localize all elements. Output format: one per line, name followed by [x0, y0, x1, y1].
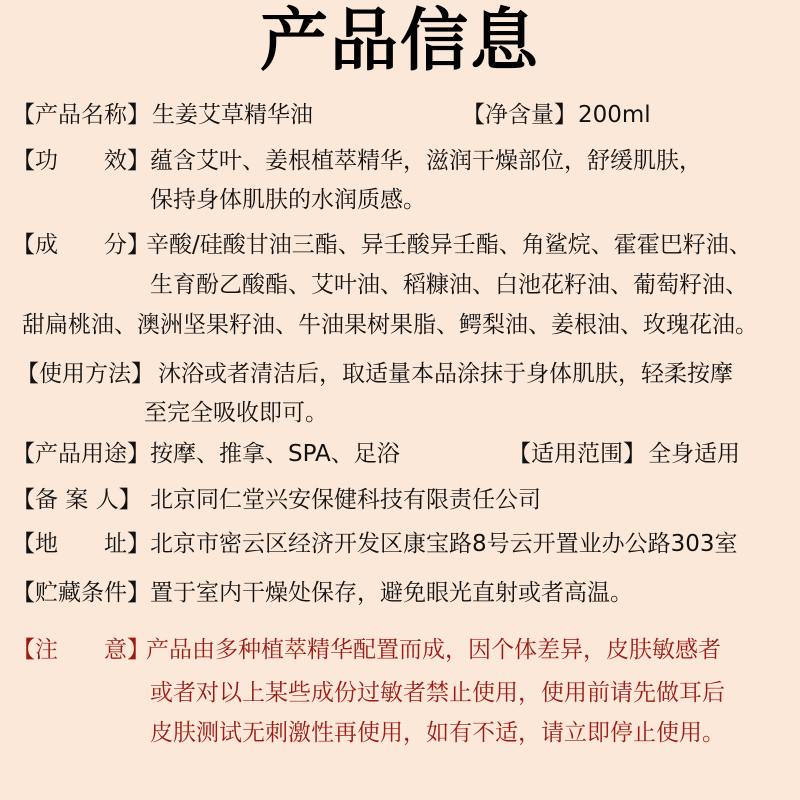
notice-label: 【注 意】 — [12, 637, 150, 663]
address-label: 【地 址】 — [12, 531, 150, 557]
product-name-label: 【产品名称】 — [12, 102, 150, 128]
notice-line: 皮肤测试无刺激性再使用，如有不适，请立即停止使用。 — [150, 720, 725, 746]
ingredients-line: 生育酚乙酸酯、艾叶油、稻糠油、白池花籽油、葡萄籽油、 — [150, 272, 748, 298]
notice-line: 或者对以上某些成份过敏者禁止使用，使用前请先做耳后 — [150, 680, 725, 706]
address-value: 北京市密云区经济开发区康宝路8号云开置业办公路303室 — [150, 531, 738, 557]
ingredients-line: 甜扁桃油、澳洲坚果籽油、牛油果树果脂、鳄梨油、姜根油、玫瑰花油。 — [22, 312, 758, 338]
purpose-label: 【产品用途】 — [12, 441, 150, 467]
filing-value: 北京同仁堂兴安保健科技有限责任公司 — [150, 487, 541, 513]
notice-line: 产品由多种植萃精华配置而成，因个体差异，皮肤敏感者 — [146, 637, 721, 663]
scope-value: 全身适用 — [648, 441, 740, 467]
storage-value: 置于室内干燥处保存，避免眼光直射或者高温。 — [150, 580, 633, 606]
page-title: 产品信息 — [259, 2, 540, 81]
ingredients-line: 辛酸/硅酸甘油三酯、异壬酸异壬酯、角鲨烷、霍霍巴籽油、 — [146, 232, 752, 258]
net-content-label: 【净含量】 — [462, 102, 577, 128]
efficacy-line: 蕴含艾叶、姜根植萃精华，滋润干燥部位，舒缓肌肤， — [150, 148, 702, 174]
purpose-value: 按摩、推拿、SPA、足浴 — [150, 441, 400, 467]
efficacy-label: 【功 效】 — [12, 148, 150, 174]
usage-label: 【使用方法】 — [16, 361, 154, 387]
usage-line: 至完全吸收即可。 — [144, 400, 328, 426]
storage-label: 【贮藏条件】 — [12, 580, 150, 606]
filing-label: 【备 案 人】 — [12, 487, 142, 513]
net-content-value: 200ml — [578, 102, 651, 128]
usage-line: 沐浴或者清洁后，取适量本品涂抹于身体肌肤，轻柔按摩 — [158, 361, 733, 387]
efficacy-line: 保持身体肌肤的水润质感。 — [150, 187, 426, 213]
ingredients-label: 【成 分】 — [12, 232, 150, 258]
scope-label: 【适用范围】 — [508, 441, 646, 467]
product-name-value: 生姜艾草精华油 — [152, 102, 313, 128]
